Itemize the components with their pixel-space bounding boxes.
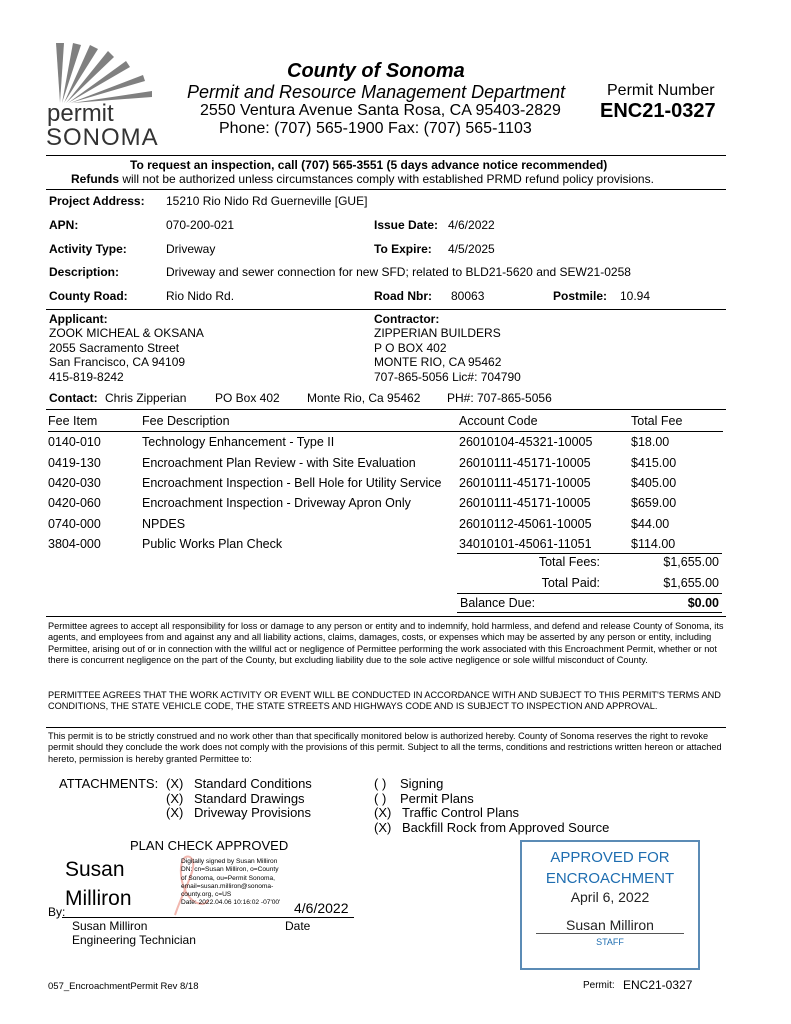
apn-value: 070-200-021 <box>166 218 235 232</box>
fee-description: Public Works Plan Check <box>142 536 283 551</box>
divider <box>46 155 726 156</box>
attachment-item: Standard Conditions <box>194 776 312 791</box>
attachment-item: Signing <box>400 776 444 791</box>
fee-description: Encroachment Plan Review - with Site Evaluation <box>142 455 416 470</box>
signer-name: Susan Milliron <box>72 919 148 933</box>
logo-permit-text: permit <box>47 100 114 127</box>
contact-address: PO Box 402 <box>215 391 280 405</box>
expire-date: 4/5/2025 <box>448 242 495 256</box>
divider <box>46 727 726 728</box>
county-title: County of Sonoma <box>287 60 465 82</box>
issue-date: 4/6/2022 <box>448 218 495 232</box>
table-row <box>48 432 723 453</box>
total-fees-label: Total Fees: <box>538 555 600 569</box>
signature-last-name: Milliron <box>65 887 132 910</box>
table-row <box>48 513 723 533</box>
signer-title: Engineering Technician <box>72 933 196 947</box>
fee-amount: $44.00 <box>631 516 670 531</box>
indemnification-text: Permittee agrees to accept all responsibility for loss or damage to any person or entity and to indemnify, hold harmless, and defend and release County of Sonoma, its agents, and employees from and against any and all liability actions, claims, damages, costs, or expenses which may be asserted by any person or entity, including Permittee, arising out of or in connection with the willful act or negligence of Permittee performing the work associated with this Encroachment Permit, whether or not there is concurrent negligence on the part of the County, but excluding liability due to the sole active negligence or sole willful misconduct of County. <box>48 621 724 665</box>
account-code-header: Account Code <box>459 411 631 432</box>
applicant-city: San Francisco, CA 94109 <box>49 355 186 369</box>
attachment-mark: (X) <box>374 820 392 835</box>
department-phone-fax: Phone: (707) 565-1900 Fax: (707) 565-1103 <box>219 120 532 137</box>
table-row <box>48 453 723 473</box>
attachment-mark: (X) <box>166 805 184 820</box>
stamp-line2: ENCROACHMENT <box>545 870 675 887</box>
inspection-notice: To request an inspection, call (707) 565-3551 (5 days advance notice recommended) <box>130 158 608 172</box>
contact-name: Chris Zipperian <box>105 391 187 405</box>
permission-text: This permit is to be strictly construed and no work other than that specifically monitored below is authorized hereby. County of Sonoma reserves the right to revoke permit should they conclude the work does not comply with the provisions of this permit. Subject to all the terms, conditions and restrictions written hereon or attached hereto, permission is hereby granted Permittee to: <box>48 731 722 764</box>
contractor-name: ZIPPERIAN BUILDERS <box>374 326 501 340</box>
fee-item: 0420-030 <box>48 476 101 491</box>
balance-due-label: Balance Due: <box>460 596 536 610</box>
road-nbr: 80063 <box>451 289 485 303</box>
contact-label: Contact: <box>49 391 98 405</box>
fee-item: 3804-000 <box>48 536 101 551</box>
applicant-label: Applicant: <box>49 312 108 326</box>
stamp-name: Susan Milliron <box>536 917 684 934</box>
signature-first-name: Susan <box>65 858 125 881</box>
fee-amount: $114.00 <box>631 536 676 551</box>
fee-item: 0740-000 <box>48 516 101 531</box>
totals-divider <box>457 612 722 613</box>
digital-signature-details: Digitally signed by Susan Milliron DN: cn=Susan Milliron, o=County of Sonoma, ou=Permit Sonoma, email=susan.milliron@sonoma- county.org, c=US Date: 2022.04.06 10:16:02 -07'00' <box>181 858 281 907</box>
attachment-mark: ( ) <box>374 776 387 791</box>
divider <box>46 409 726 410</box>
total-fee-header: Total Fee <box>631 411 723 432</box>
project-address: 15210 Rio Nido Rd Guerneville [GUE] <box>166 194 368 208</box>
account-code: 26010112-45061-10005 <box>459 516 592 531</box>
account-code: 26010111-45171-10005 <box>459 455 591 470</box>
date-label: Date <box>285 919 311 933</box>
fee-item: 0140-010 <box>48 435 101 450</box>
contractor-street: P O BOX 402 <box>374 341 447 355</box>
applicant-name: ZOOK MICHEAL & OKSANA <box>49 326 204 340</box>
account-code: 26010104-45321-10005 <box>459 435 593 450</box>
postmile: 10.94 <box>620 289 651 303</box>
footer-permit-label: Permit: <box>583 980 615 991</box>
fee-amount: $659.00 <box>631 496 677 511</box>
attachment-mark: (X) <box>166 776 184 791</box>
divider <box>46 309 726 310</box>
table-row <box>48 534 723 554</box>
expire-label: To Expire: <box>374 242 432 256</box>
fee-item: 0419-130 <box>48 455 101 470</box>
department-name: Permit and Resource Management Department <box>187 82 566 102</box>
attachment-item: Permit Plans <box>400 791 474 806</box>
footer-permit-number: ENC21-0327 <box>623 978 693 992</box>
divider <box>46 189 726 190</box>
compliance-text: PERMITTEE AGREES THAT THE WORK ACTIVITY OR EVENT WILL BE CONDUCTED IN ACCORDANCE WITH AND SUBJECT TO THIS PERMIT'S TERMS AND CONDITIONS, THE STATE VEHICLE CODE, THE STATE STREETS AND HIGHWAYS CODE AND IS SUBJECT TO INSPECTION AND APPROVAL. <box>48 690 721 712</box>
account-code: 26010111-45171-10005 <box>459 496 591 511</box>
contact-phone: PH#: 707-865-5056 <box>447 391 552 405</box>
totals-divider <box>457 593 722 594</box>
description: Driveway and sewer connection for new SFD; related to BLD21-5620 and SEW21-0258 <box>166 265 631 279</box>
table-row <box>48 493 723 513</box>
fee-description: Technology Enhancement - Type II <box>142 435 335 450</box>
contractor-label: Contractor: <box>374 312 440 326</box>
total-paid-label: Total Paid: <box>541 576 600 590</box>
attachment-item: Driveway Provisions <box>194 805 312 820</box>
issue-date-label: Issue Date: <box>374 218 439 232</box>
postmile-label: Postmile: <box>553 289 608 303</box>
refund-notice: Refunds will not be authorized unless circumstances comply with established PRMD refund policy provisions. <box>71 172 654 186</box>
fee-description-header: Fee Description <box>142 411 459 432</box>
balance-due: $0.00 <box>687 596 719 610</box>
form-number: 057_EncroachmentPermit Rev 8/18 <box>48 981 199 992</box>
attachments-label: ATTACHMENTS: <box>59 776 159 791</box>
fee-amount: $405.00 <box>631 476 677 491</box>
fee-table-header <box>48 411 723 432</box>
contact-city: Monte Rio, Ca 95462 <box>307 391 421 405</box>
fee-description: Encroachment Inspection - Bell Hole for Utility Service <box>142 476 442 491</box>
description-label: Description: <box>49 265 120 279</box>
account-code: 34010101-45061-11051 <box>459 536 592 551</box>
plan-check-approved: PLAN CHECK APPROVED <box>130 838 289 853</box>
permit-number: ENC21-0327 <box>600 100 716 122</box>
stamp-line1: APPROVED FOR <box>550 849 670 866</box>
total-fees: $1,655.00 <box>663 555 719 569</box>
stamp-date: April 6, 2022 <box>570 889 650 905</box>
by-label: By: <box>48 905 66 919</box>
fee-description: NPDES <box>142 516 186 531</box>
table-row <box>48 473 723 493</box>
signature-date: 4/6/2022 <box>294 900 349 916</box>
applicant-phone: 415-819-8242 <box>49 370 124 384</box>
fee-item: 0420-060 <box>48 496 101 511</box>
attachment-mark: (X) <box>374 805 392 820</box>
contractor-phone-license: 707-865-5056 Lic#: 704790 <box>374 370 521 384</box>
permit-number-label: Permit Number <box>607 82 715 99</box>
approved-stamp <box>520 840 700 970</box>
activity-type-label: Activity Type: <box>49 242 127 256</box>
project-address-label: Project Address: <box>49 194 145 208</box>
activity-type: Driveway <box>166 242 216 256</box>
logo-sonoma-text: SONOMA <box>46 124 159 151</box>
fee-description: Encroachment Inspection - Driveway Apron Only <box>142 496 411 511</box>
attachment-mark: ( ) <box>374 791 387 806</box>
sunburst-logo-icon <box>48 43 153 103</box>
totals-divider <box>457 553 722 554</box>
road-nbr-label: Road Nbr: <box>374 289 432 303</box>
divider <box>46 616 726 617</box>
account-code: 26010111-45171-10005 <box>459 476 591 491</box>
apn-label: APN: <box>49 218 79 232</box>
fee-amount: $415.00 <box>631 455 677 470</box>
fee-table <box>48 411 723 554</box>
stamp-staff: STAFF <box>596 937 624 947</box>
attachment-item: Backfill Rock from Approved Source <box>402 820 610 835</box>
contractor-city: MONTE RIO, CA 95462 <box>374 355 502 369</box>
fee-item-header: Fee Item <box>48 411 142 432</box>
attachment-mark: (X) <box>166 791 184 806</box>
attachment-item: Standard Drawings <box>194 791 305 806</box>
fee-amount: $18.00 <box>631 435 670 450</box>
total-paid: $1,655.00 <box>663 576 719 590</box>
department-address: 2550 Ventura Avenue Santa Rosa, CA 95403-2829 <box>200 102 561 119</box>
applicant-street: 2055 Sacramento Street <box>49 341 180 355</box>
county-road-label: County Road: <box>49 289 128 303</box>
county-road: Rio Nido Rd. <box>166 289 235 303</box>
signature-line <box>62 917 354 918</box>
attachment-item: Traffic Control Plans <box>402 805 520 820</box>
